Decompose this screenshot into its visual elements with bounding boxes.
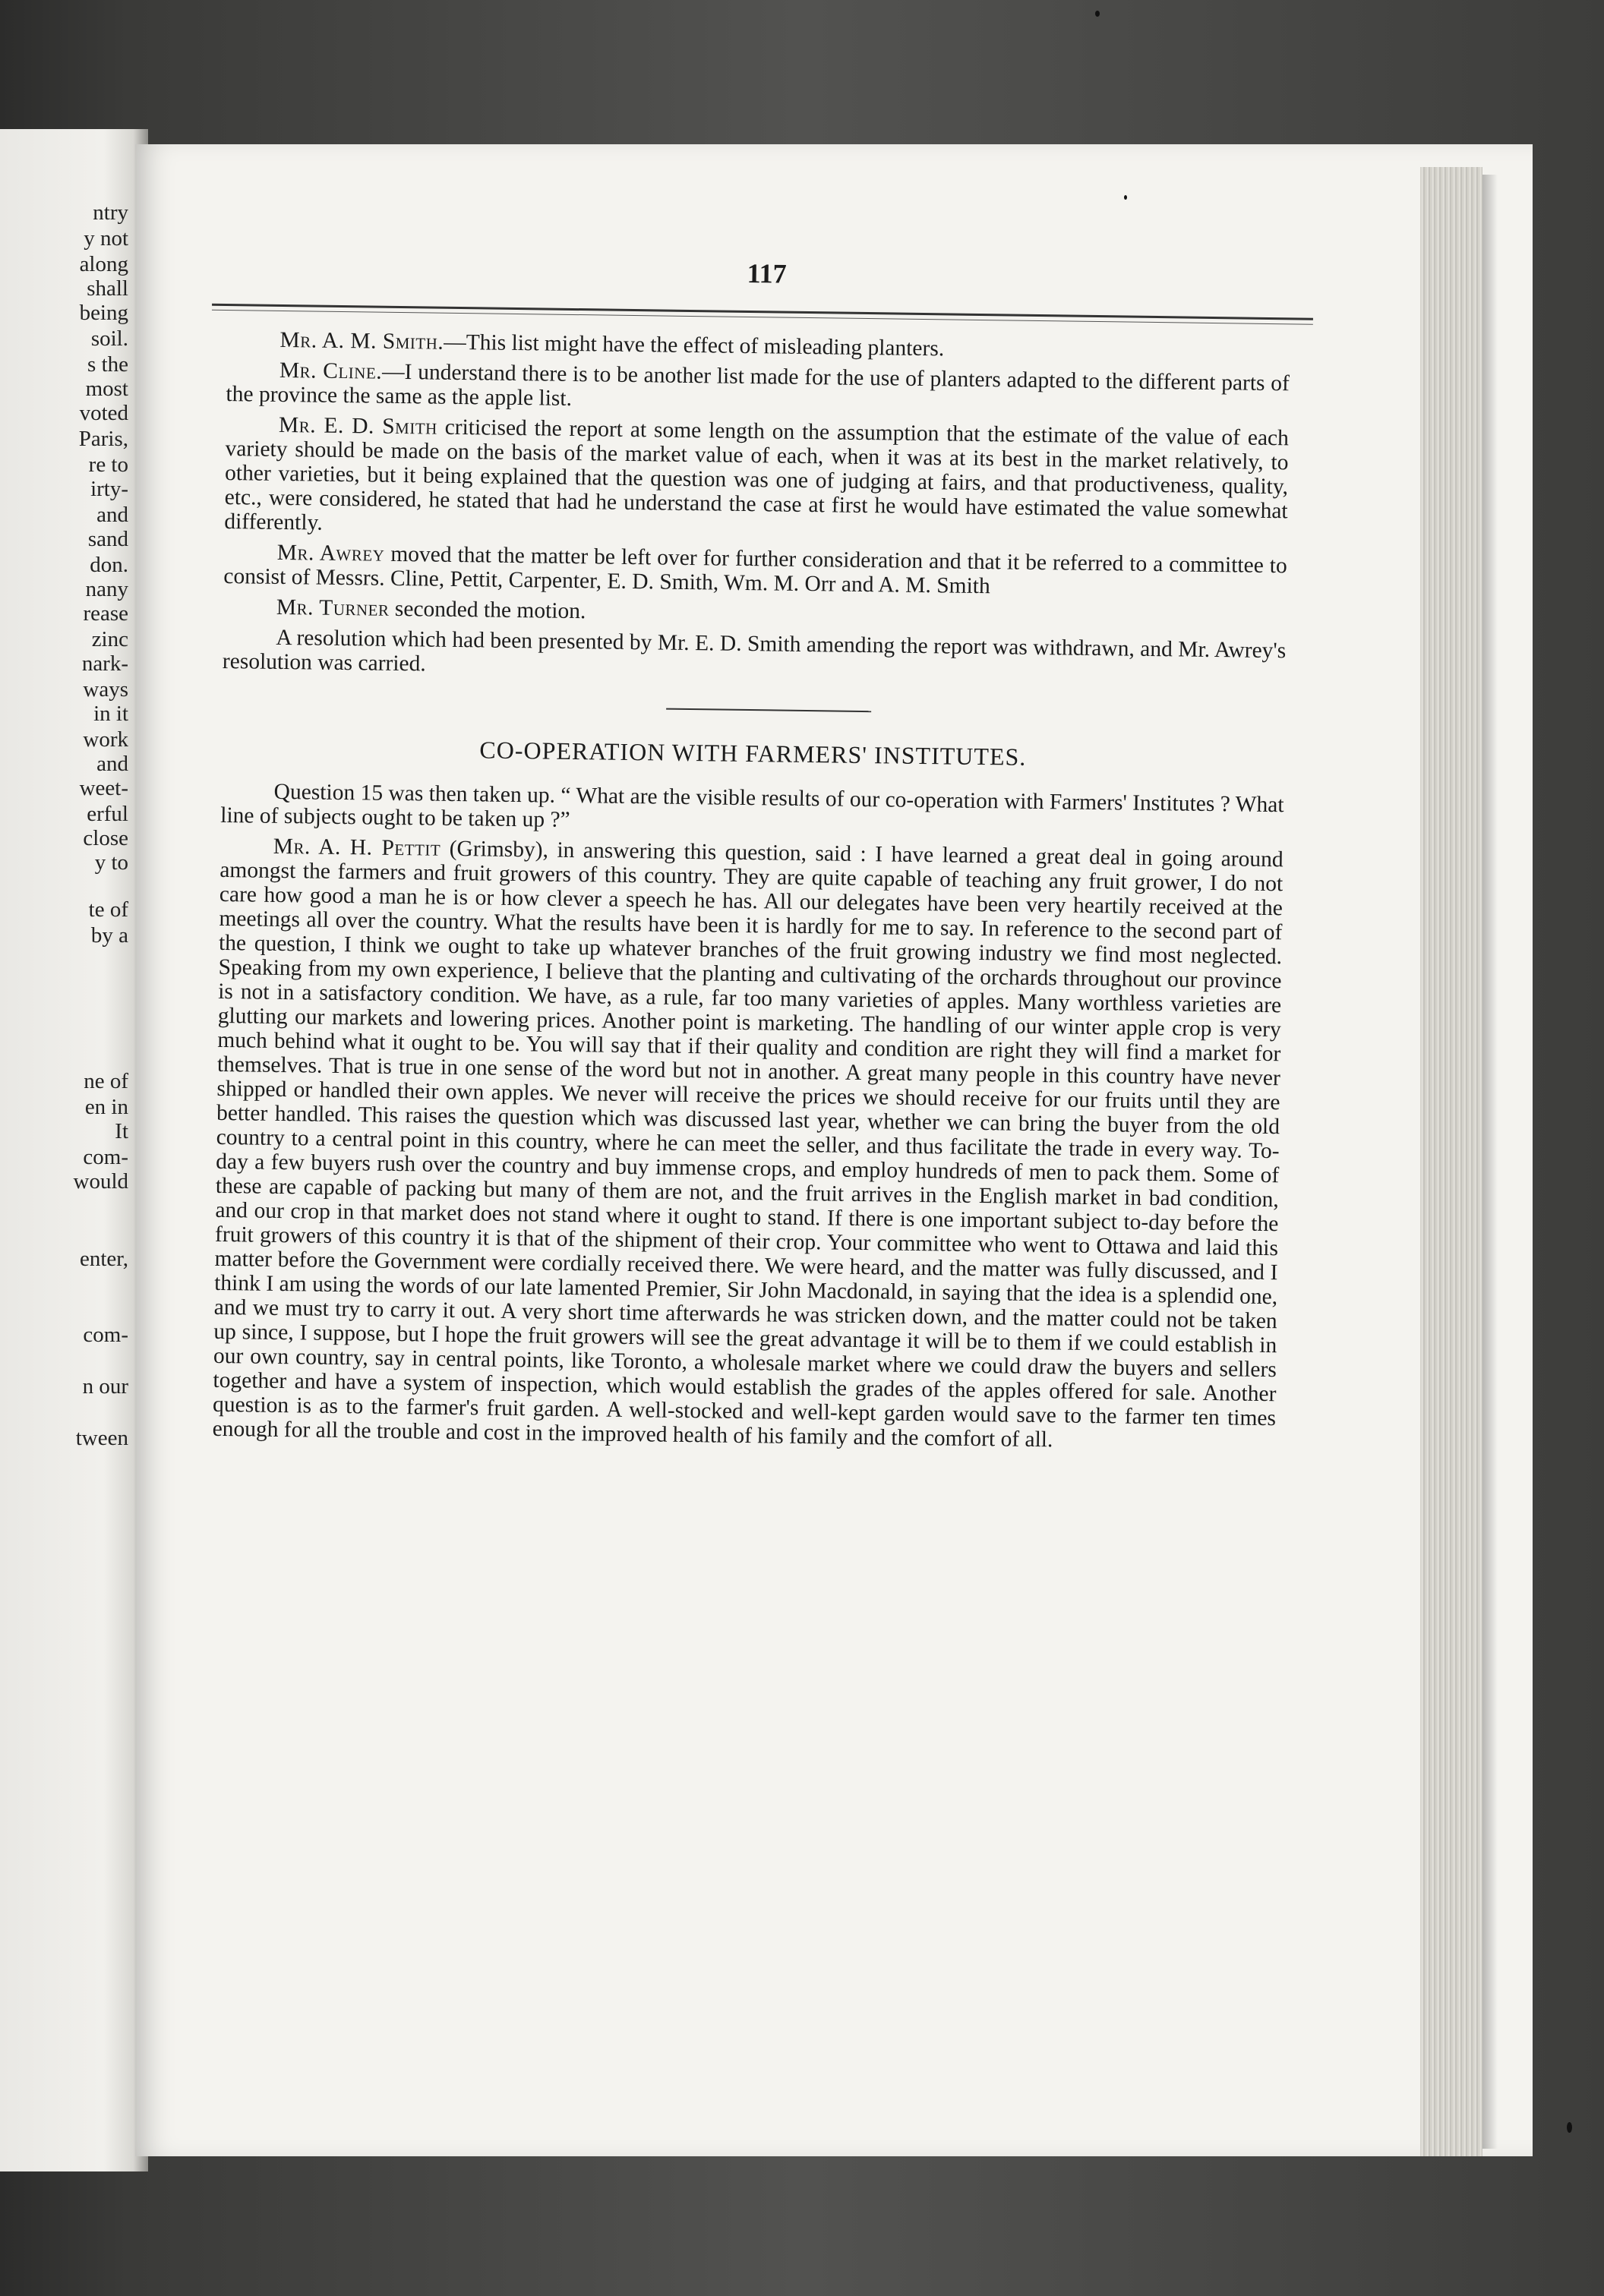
left-page-line: te of	[88, 897, 128, 922]
left-page-line: y not	[84, 226, 128, 251]
paragraph-text: seconded the motion.	[389, 596, 586, 624]
paragraph-text: Question 15 was then taken up. “ What are the visible results of our co-operation with Farmers' Institutes ? What line of subjects ought to be taken up ?”	[220, 779, 1284, 832]
left-page-line: and	[96, 752, 128, 776]
left-page-line: voted	[79, 401, 128, 425]
left-page-line: being	[79, 301, 128, 325]
left-page-line: by a	[90, 923, 128, 948]
left-page-line: and	[96, 503, 128, 527]
paragraph	[226, 358, 1290, 420]
page-stack-shadow	[1482, 175, 1498, 2149]
left-page-line: enter,	[79, 1247, 128, 1271]
left-page-line: n our	[82, 1374, 128, 1399]
page-stack-edge	[1420, 167, 1482, 2156]
left-page-line: tween	[75, 1426, 128, 1450]
left-page-line: close	[83, 826, 128, 850]
speaker-name: Mr. Turner	[276, 594, 390, 621]
left-page-line: ne of	[84, 1069, 128, 1093]
left-page-line: soil.	[90, 326, 128, 351]
speaker-name: Mr. Cline.	[279, 358, 383, 384]
dust-speck	[1124, 195, 1127, 200]
speaker-name: Mr. A. M. Smith.	[279, 327, 444, 355]
paragraph	[212, 834, 1283, 1455]
section-paragraphs	[212, 779, 1284, 1455]
left-page-line: along	[79, 252, 128, 276]
paragraph	[224, 412, 1289, 547]
left-page-line: Paris,	[78, 427, 128, 451]
left-page-line: weet-	[79, 776, 128, 800]
paragraph	[223, 625, 1287, 687]
page-number: 117	[747, 257, 787, 289]
left-page-line: ntry	[93, 200, 128, 225]
left-page-line: sand	[87, 527, 128, 551]
paragraph-text: —This list might have the effect of misleading planters.	[444, 330, 945, 361]
paragraph-text: moved that the matter be left over for further consideration and that it be referred to a committee to consist of Messrs. Cline, Pettit, Carpenter, E. D. Smith, Wm. M. Orr and A. M. Smith	[223, 541, 1287, 599]
dust-speck	[1567, 2122, 1572, 2133]
paragraph-text: —I understand there is to be another list made for the use of planters adapted to the different parts of the province the same as the apple list.	[226, 359, 1290, 411]
left-page-line: don.	[90, 553, 128, 577]
left-page-line: com-	[83, 1323, 128, 1347]
paragraph	[223, 540, 1287, 602]
left-page-line: would	[73, 1169, 128, 1194]
left-page-line: s the	[87, 352, 128, 377]
left-page-line: most	[85, 377, 128, 401]
left-page-line: en in	[84, 1095, 128, 1119]
speaker-name: Mr. E. D. Smith	[278, 412, 438, 440]
left-page-line: erful	[87, 802, 128, 826]
left-page-line: zinc	[91, 627, 128, 651]
discussion-paragraphs	[223, 327, 1290, 687]
paragraph	[220, 779, 1284, 841]
speaker-name: Mr. A. H. Pettit	[273, 834, 441, 861]
dust-speck	[1095, 11, 1100, 17]
left-page-line: rease	[83, 601, 128, 626]
left-page-line: It	[115, 1119, 128, 1143]
left-page-line: nany	[85, 577, 128, 601]
left-page-line: nark-	[81, 651, 128, 676]
left-page-line: in it	[93, 702, 128, 726]
left-page-line: irty-	[90, 477, 128, 501]
paragraph-text: A resolution which had been presented by Mr. E. D. Smith amending the report was withdrawn, and Mr. Awrey's resolution was carried.	[222, 625, 1287, 676]
section-title: CO-OPERATION WITH FARMERS' INSTITUTES.	[479, 736, 1027, 771]
paragraph-text: criticised the report at some length on the assumption that the estimate of the value of each variety should be made on the basis of the market value of each, when it was at its best in the market relatively, to other varieties, but it being explained that the question was one of judging at fairs, and that productiveness, quality, etc., were considered, he stated that had he understand the case at first he would have estimated the value somewhat differently.	[224, 415, 1290, 535]
page-content	[212, 251, 1290, 1455]
left-page-line: y to	[94, 850, 128, 875]
speaker-name: Mr. Awrey	[276, 540, 385, 566]
left-page-line: shall	[87, 276, 128, 301]
section-separator	[666, 708, 871, 713]
left-page-line: com-	[83, 1145, 128, 1169]
paragraph-text: (Grimsby), in answering this question, said : I have learned a great deal in going around amongst the farmers and fruit growers of this country. They are quite capable of teaching any fruit grower, I do not care how good a man he is or how clever a speech he has. All our delegates have been very heartily received at the meetings all over the country. What the results have been it is hardly for me to say. In reference to the second part of the question, I think we ought to take up whatever branches of the fruit growing industry we find most neglected. Speaking from my own experience, I believe that the planting and cultivating of the orchards throughout our province is not in a satisfactory condition. We have, as a rule, far too many varieties of apples. Many worthless varieties are glutting our markets and lowering prices. Another point is marketing. The handling of our winter apple crop is very much behind what it ought to be. You will say that if their quality and condition are right they will find a market for themselves. That is true in one sense of the word but not in another. A great many people in this country have never shipped or handled their own apples. We never will receive the prices we should receive for our fruits until they are better handled. This raises the question which was discussed last year, whether we can bring the buyer from the old country to a central point in this country, where he can meet the seller, and thus facilitate the trade in every way. To-day a few buyers rush over the country and buy immense crops, and employ hundreds of men to pack them. Some of these are capable of packing but many of them are not, and the fruit arrives in the English market in bad condition, and our crop in that market does not stand where it ought to stand. If there is one important subject to-day before the fruit growers of this country it is that of the shipment of their crop. Your committee who went to Ottawa and laid this matter before the Government were cordially received there. We were heard, and the matter was fully discussed, and I think I am using the words of our late lamented Premier, Sir John Macdonald, in saying that the idea is a splendid one, and we must try to carry it out. A very short time afterwards he was stricken down, and the matter could not be taken up since, I suppose, but I hope the fruit growers will see the great advantage it will be to them if we could establish in our own country, say in central points, like Toronto, a wholesale market where we could draw the buyers and sellers together and have a system of inspection, which would establish the grades of the apples offered for sale. Another question is as to the farmer's fruit garden. A well-stocked and well-kept garden would save to the farmer ten times enough for all the trouble and cost in the improved health of his family and the comfort of all.	[212, 836, 1284, 1452]
left-page-line: re to	[88, 453, 128, 477]
left-page-line: work	[83, 727, 128, 752]
left-page-fragment	[0, 129, 148, 2171]
left-page-line: ways	[83, 677, 128, 702]
